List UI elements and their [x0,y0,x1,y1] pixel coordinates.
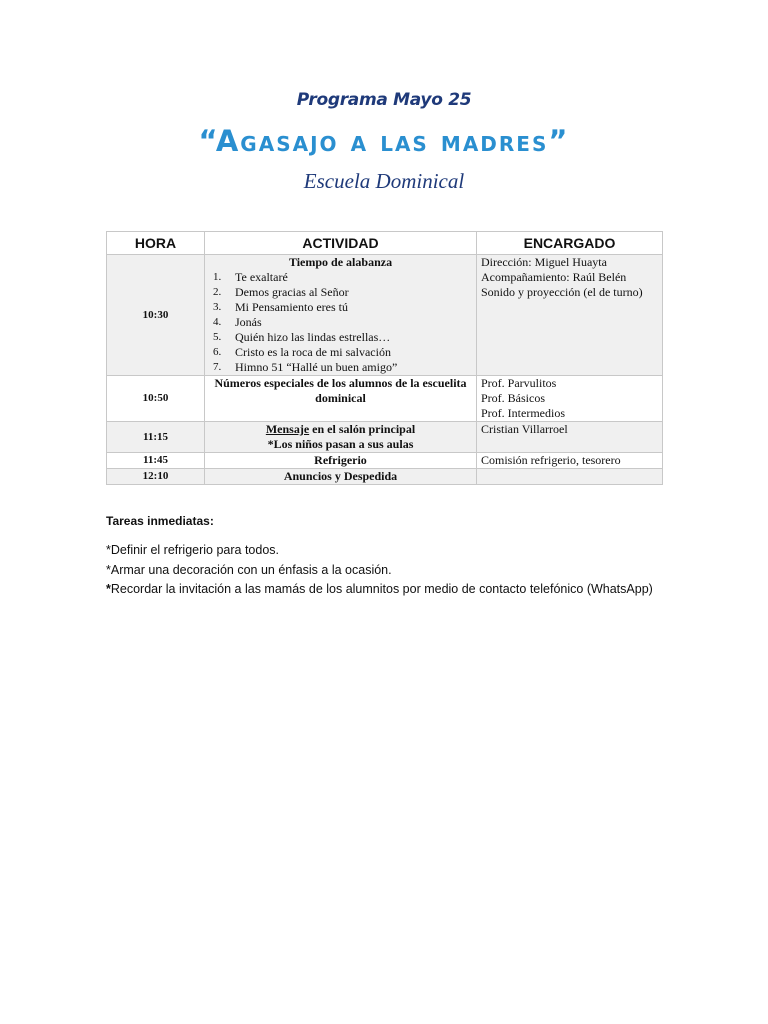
song-item [209,300,472,315]
column-header-hora: HORA [107,232,205,255]
table-row [107,469,663,485]
table-row [107,376,663,422]
responsible-line: Comisión refrigerio, tesorero [481,453,621,467]
activity-cell [205,469,477,485]
responsible-line: Sonido y proyección (el de turno) [481,285,643,299]
activity-cell [205,453,477,469]
table-row [107,422,663,453]
tasks-heading: Tareas inmediatas: [106,514,214,528]
responsible-cell [477,453,663,469]
time-cell: 12:10 [107,469,205,485]
activity-heading: Anuncios y Despedida [283,469,398,483]
task-text: Recordar la invitación a las mamás de los alumnitos por medio de contacto telefónico (WhatsApp) [110,582,653,596]
song-item [209,315,472,330]
song-number: 4. [213,316,222,328]
activity-heading: Números especiales de los alumnos de la escuelita dominical [214,376,467,405]
task-text: Armar una decoración con un énfasis a la ocasión. [110,562,392,577]
tasks-list [106,541,746,600]
responsible-cell [477,376,663,422]
song-item [209,285,472,300]
song-item [209,360,472,375]
responsible-line: Dirección: Miguel Huayta [481,255,607,269]
time-cell: 11:45 [107,453,205,469]
task-bullet: * [106,582,111,596]
activity-cell [205,376,477,422]
task-bullet: * [106,543,111,557]
responsible-cell [477,422,663,453]
song-item [209,270,472,285]
song-title: Te exaltaré [235,270,288,284]
table-header-row [107,232,663,255]
task-bullet: * [106,562,111,577]
task-text: Definir el refrigerio para todos. [110,543,280,557]
activity-cell [205,255,477,376]
activity-heading [209,422,472,437]
song-title: Cristo es la roca de mi salvación [235,345,391,359]
responsible-line: Prof. Intermedios [481,406,565,420]
responsible-line: Cristian Villarroel [481,422,568,436]
event-title: “Agasajo a las madres” [198,124,570,158]
program-title: Programa Mayo 25 [296,90,472,110]
song-item [209,330,472,345]
task-item [106,561,746,581]
time-cell: 10:30 [107,255,205,376]
activity-heading: Tiempo de alabanza [288,255,393,269]
activity-underlined-word: Mensaje [265,422,310,436]
song-item [209,345,472,360]
task-item [106,580,746,600]
column-header-encargado: ENCARGADO [477,232,663,255]
time-cell: 10:50 [107,376,205,422]
song-number: 5. [213,331,222,343]
column-header-actividad: ACTIVIDAD [205,232,477,255]
song-title: Himno 51 “Hallé un buen amigo” [235,360,398,374]
song-title: Demos gracias al Señor [235,285,349,299]
song-list [209,270,472,375]
song-title: Quién hizo las lindas estrellas… [235,330,391,344]
schedule-table [106,231,663,485]
responsible-cell [477,255,663,376]
schedule-body [107,255,663,485]
activity-heading: Refrigerio [314,453,367,467]
song-number: 1. [213,271,222,283]
table-row [107,255,663,376]
activity-heading-text: en el salón principal [309,422,416,436]
task-item [106,541,746,561]
responsible-line: Acompañamiento: Raúl Belén [481,270,627,284]
time-cell: 11:15 [107,422,205,453]
table-row [107,453,663,469]
subtitle: Escuela Dominical [303,169,465,193]
responsible-line: Prof. Básicos [481,391,545,405]
song-title: Mi Pensamiento eres tú [235,300,348,314]
activity-sub: *Los niños pasan a sus aulas [267,437,414,451]
responsible-cell [477,469,663,485]
responsible-line: Prof. Parvulitos [481,376,557,390]
song-number: 3. [213,301,222,313]
song-number: 6. [213,346,222,358]
song-number: 2. [213,286,222,298]
song-number: 7. [213,361,222,373]
activity-cell [205,422,477,453]
song-title: Jonás [235,315,262,329]
